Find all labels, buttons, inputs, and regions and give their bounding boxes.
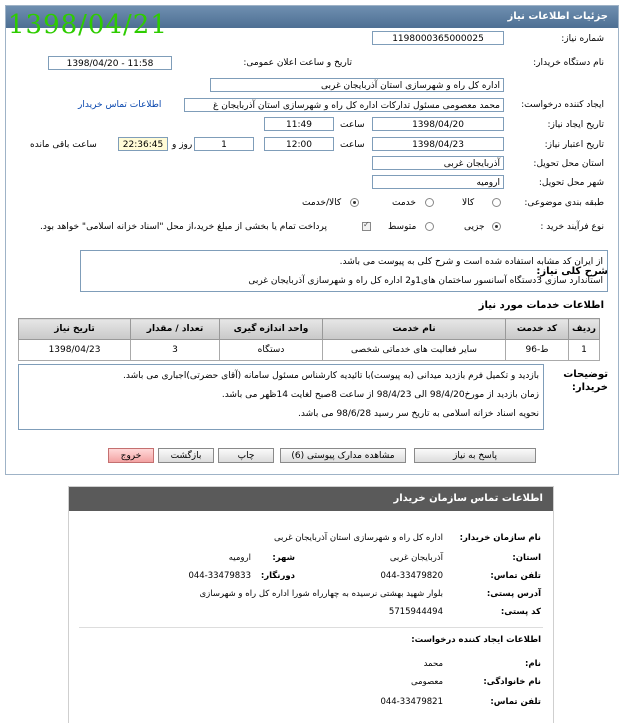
valid-time-field: 12:00 (264, 137, 334, 151)
category-service-radio[interactable] (425, 198, 434, 207)
valid-date-field: 1398/04/23 (372, 137, 504, 151)
phone-label-c: تلفن تماس: (490, 571, 541, 581)
province-value-c: آذربایجان غربی (389, 553, 443, 563)
remaining-label: ساعت باقی مانده (30, 140, 97, 150)
buyer-contact-section (68, 486, 554, 723)
notes-line-1: بازدید و تکمیل فرم بازدید میدانی (به پیوست)با تائیدیه کارشناس مسئول سامانه (آقای حضرتی)اجباری می باشد. (123, 371, 539, 381)
process-minor-radio[interactable] (492, 222, 501, 231)
category-goods-radio[interactable] (492, 198, 501, 207)
valid-date-label: تاریخ اعتبار نیاز: (544, 140, 604, 150)
phone-value-c: 044-33479820 (380, 571, 443, 581)
view-attachments-button[interactable]: مشاهده مدارک پیوستی (6) (280, 448, 406, 463)
col-qty: تعداد / مقدار (131, 319, 220, 340)
address-label-c: آدرس پستی: (486, 589, 541, 599)
category-service-label: خدمت (392, 198, 416, 208)
process-medium-label: متوسط (388, 222, 417, 232)
announce-label: تاریخ و ساعت اعلان عمومی: (243, 58, 352, 68)
services-title: اطلاعات خدمات مورد نیاز (478, 300, 604, 311)
province-label-c: استان: (512, 553, 541, 563)
creator-label: ایجاد کننده درخواست: (521, 100, 604, 110)
col-code: کد خدمت (506, 319, 569, 340)
col-unit: واحد اندازه گیری (220, 319, 323, 340)
name-label-c: نام: (524, 659, 541, 669)
description-box (80, 250, 608, 292)
back-button[interactable]: بازگشت (158, 448, 214, 463)
cell-date: 1398/04/23 (19, 340, 131, 361)
create-time-field: 11:49 (264, 117, 334, 131)
description-label: شرح کلی نیاز: (536, 266, 608, 277)
cell-unit: دستگاه (220, 340, 323, 361)
cphone-value-c: 044-33479821 (380, 697, 443, 707)
city-field: ارومیه (372, 175, 504, 189)
process-label: نوع فرآیند خرید : (540, 222, 604, 232)
cell-name: سایر فعالیت های خدماتی شخصی (323, 340, 506, 361)
divider (79, 627, 543, 628)
category-both-radio[interactable] (350, 198, 359, 207)
city-label-c: شهر: (272, 553, 295, 563)
creator-info-title: اطلاعات ایجاد کننده درخواست: (411, 635, 541, 645)
creator-field: محمد معصومی مسئول تدارکات اداره کل راه و شهرسازی استان آذربایجان غ (184, 98, 504, 112)
category-label: طبقه بندی موضوعی: (524, 198, 604, 208)
category-goods-label: کالا (462, 198, 475, 208)
services-table (18, 318, 600, 361)
process-medium-radio[interactable] (425, 222, 434, 231)
province-field: آذربایجان غربی (372, 156, 504, 170)
contact-title: اطلاعات تماس سازمان خریدار (393, 493, 543, 504)
create-time-label: ساعت (340, 120, 365, 130)
city-label: شهر محل تحویل: (538, 178, 604, 188)
family-value-c: معصومی (410, 677, 443, 687)
services-header-row (19, 319, 600, 340)
col-name: نام خدمت (323, 319, 506, 340)
address-value-c: بلوار شهید بهشتی نرسیده به چهارراه شورا اداره کل راه و شهرسازی (199, 589, 443, 599)
col-row: ردیف (569, 319, 600, 340)
postal-label-c: کد پستی: (500, 607, 541, 617)
col-date: تاریخ نیاز (19, 319, 131, 340)
cell-qty: 3 (131, 340, 220, 361)
org-value: اداره کل راه و شهرسازی استان آذربایجان غربی (273, 533, 443, 543)
buyer-field: اداره کل راه و شهرسازی استان آذربایجان غربی (210, 78, 504, 92)
description-line-1: از ایران کد مشابه استفاده شده است و شرح کلی به پیوست می باشد. (339, 257, 603, 267)
description-line-2: استاندارد سازی 3دستگاه آسانسور ساختمان های1و2 اداره کل راه و شهرسازی آذربایجان غربی (248, 276, 603, 286)
cell-code: ط-96 (506, 340, 569, 361)
exit-button[interactable]: خروج (108, 448, 154, 463)
buyer-contact-link[interactable]: اطلاعات تماس خریدار (78, 100, 162, 110)
cell-row: 1 (569, 340, 600, 361)
fax-value-c: 044-33479833 (188, 571, 251, 581)
notes-label: توضیحات خریدار: (563, 369, 608, 393)
org-label: نام سازمان خریدار: (459, 533, 541, 543)
panel-title: جزئیات اطلاعات نیاز (507, 11, 608, 22)
need-number-label: شماره نیاز: (561, 34, 604, 44)
need-number-field: 1198000365000025 (372, 31, 504, 45)
fax-label-c: دورنگار: (260, 571, 295, 581)
treasury-payment-checkbox[interactable] (362, 222, 371, 231)
announce-field: 1398/04/20 - 11:58 (48, 56, 172, 70)
name-value-c: محمد (423, 659, 443, 669)
city-value-c: ارومیه (228, 553, 251, 563)
notes-box (18, 364, 544, 430)
province-label: استان محل تحویل: (533, 159, 604, 169)
table-row (19, 340, 600, 361)
process-minor-label: جزیی (464, 222, 485, 232)
postal-value-c: 5715944494 (388, 607, 443, 617)
valid-time-label: ساعت (340, 140, 365, 150)
treasury-payment-note: پرداخت تمام یا بخشی از مبلغ خرید،از محل "اسناد خزانه اسلامی" خواهد بود. (40, 222, 328, 232)
cphone-label-c: تلفن تماس: (490, 697, 541, 707)
category-both-label: کالا/خدمت (302, 198, 342, 208)
family-label-c: نام خانوادگی: (483, 677, 541, 687)
contact-header (69, 487, 553, 511)
days-field: 1 (194, 137, 254, 151)
notes-line-2: زمان بازدید از مورخ98/4/20 الی 98/4/23 از ساعت 8صبح لغایت 14ظهر می باشد. (221, 390, 539, 400)
remaining-time-field: 22:36:45 (118, 137, 168, 151)
stamp-date: 1398/04/21 (8, 10, 168, 40)
notes-line-3: نحویه اسناد خزانه اسلامی به تاریخ سر رسید 98/6/28 می باشد. (298, 409, 539, 419)
create-date-label: تاریخ ایجاد نیاز: (547, 120, 604, 130)
buyer-label: نام دستگاه خریدار: (533, 58, 604, 68)
create-date-field: 1398/04/20 (372, 117, 504, 131)
print-button[interactable]: چاپ (218, 448, 274, 463)
reply-button[interactable]: پاسخ به نیاز (414, 448, 536, 463)
days-label: روز و (172, 140, 193, 150)
